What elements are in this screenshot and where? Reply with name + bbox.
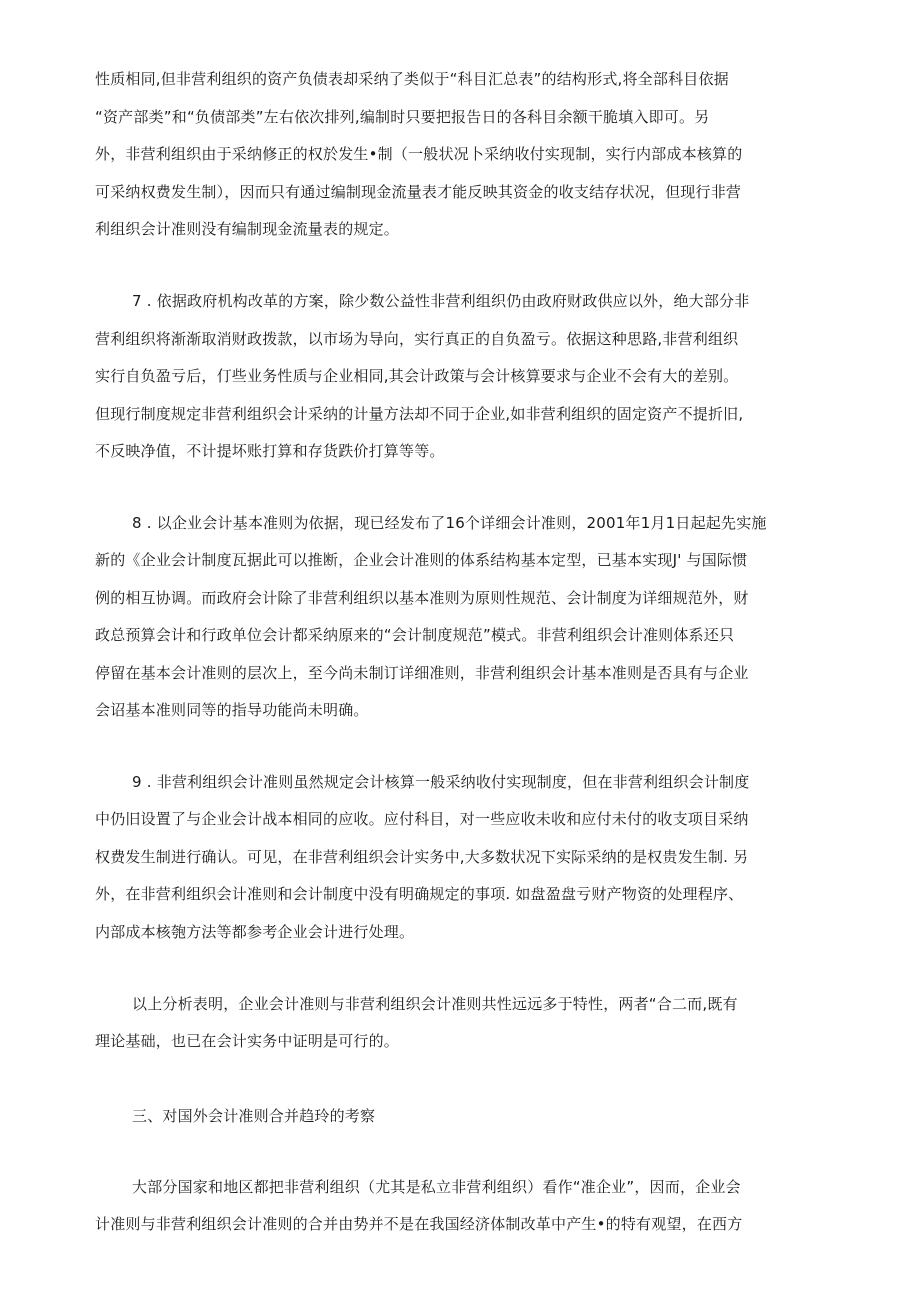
paragraph-line: 8 . 以企业会计基本准则为依据，现已经发布了16个详细会计准则，2001年1月1日起起先实施: [132, 514, 767, 532]
paragraph-line: 理论基础，也已在会计实务中证明是可行的。: [95, 1032, 400, 1050]
paragraph-line: 7 . 依据政府机构改革的方案，除少数公益性非营利组织仍由政府财政供应以外，绝大部分非: [132, 292, 750, 310]
section-heading: 三、对国外会计准则合并趋玲的考察: [132, 1107, 376, 1125]
paragraph-line: 内部成本核匏方法等都参考企业会计进行处理。: [95, 923, 415, 941]
paragraph-line: 停留在基本会计准则的层次上，至今尚未制订详细准则，非营利组织会计基本准则是否具有与企业: [95, 664, 749, 682]
paragraph-line: 但现行制度规定非营利组织会计采纳的计量方法却不同于企业,如非营利组织的固定资产不提折旧,: [95, 405, 744, 423]
paragraph-line: 外，在非营利组织会计准则和会计制度中没有明确规定的事项. 如盘盈盘亏财产物资的处理程序、: [95, 885, 744, 903]
paragraph-line: 例的相互协调。而政府会计除了非营利组织以基本准则为原则性规范、会计制度为详细规范外，财: [95, 589, 749, 607]
paragraph-line: 不反映净值，不计提坏账打算和存货跌价打算等等。: [95, 442, 445, 460]
paragraph-line: 外，非营利组织由于采纳修正的权於发生•制（一般状况卜采纳收付实现制，实行内部成本核算的: [95, 145, 743, 163]
paragraph-line: 计准则与非营利组织会计准则的合并由势并不是在我国经济体制改革中产生•的特有观望，在西方: [95, 1215, 743, 1233]
paragraph-line: 以上分析表明，企业会计准则与非营利组织会计准则共性远远多于特性，两者“合二而,既有: [132, 995, 738, 1013]
paragraph-line: 大部分国家和地区都把非营利组织（尤其是私立非营利组织）看作“准企业”，因而，企业会: [132, 1178, 741, 1196]
paragraph-line: 政总预算会计和行政单位会计都采纳原来的“会计制度规范”模式。非营利组织会计准则体系还只: [95, 626, 735, 644]
paragraph-line: 会诏基本准则同等的指导功能尚未明确。: [95, 701, 369, 719]
paragraph-line: 性质相同,但非营利组织的资产负债表却采纳了类似于“科目汇总表”的结构形式,将全部科目依据: [95, 70, 729, 88]
paragraph-line: 新的《企业会计制度瓦据此可以推断，企业会计准则的体系结构基本定型，已基本实现J' 与国际惯: [95, 551, 748, 569]
paragraph-line: 可采纳权费发生制），因而只有通过编制现金流量表才能反映其资金的收支结存状况，但现行非营: [95, 183, 742, 201]
paragraph-line: 利组织会计准则没有编制现金流量表的规定。: [95, 220, 400, 238]
paragraph-line: 实行自负盈亏后，仃些业务性质与企业相同,其会计政策与会计核算要求与企业不会有大的差别。: [95, 367, 739, 385]
paragraph-line: 9 . 非营利组织会计准则虽然规定会计核算一般采纳收付实现制度，但在非营利组织会计制度: [132, 773, 750, 791]
paragraph-line: 营利组织将渐渐取消财政拨款，以市场为导向，实行真正的自负盈亏。依据这种思路,非营利组织: [95, 330, 739, 348]
paragraph-line: 权费发生制进行确认。可见，在非营利组织会计实务中,大多数状况下实际采纳的是权贵发生制. 另: [95, 848, 749, 866]
paragraph-line: “资产部类”和“负债部类”左右依次排列,编制时只要把报告日的各科目余额干脆填入即可。另: [95, 108, 710, 126]
paragraph-line: 中仍旧设置了与企业会计战本相同的应收。应付科目，对一些应收未收和应付未付的收支项目采纳: [95, 810, 749, 828]
